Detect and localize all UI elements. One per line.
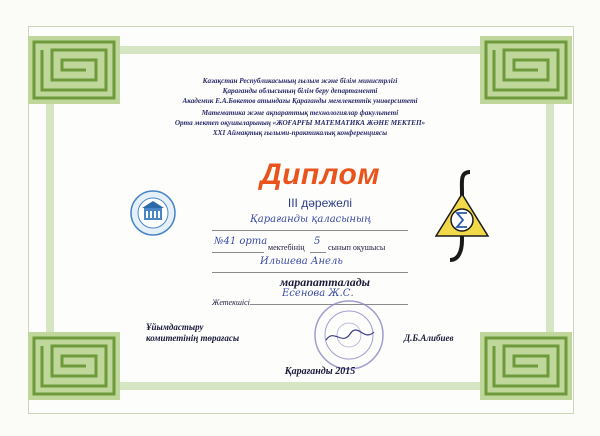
math-emblem-icon	[430, 168, 494, 264]
awarded-label: марапатталады	[280, 275, 370, 289]
supervisor-handwritten: Есенова Ж.С.	[282, 288, 354, 299]
top-border-band	[120, 46, 480, 54]
header-line-2: Қарағанды облысының білім беру департаменті	[222, 87, 378, 95]
university-logo	[130, 190, 176, 236]
header-line-6: XXI Аймақтық ғылыми-практикалық конференциясы	[212, 129, 388, 137]
org-committee-line-1: Ұйымдастыру	[146, 322, 204, 332]
grade-handwritten: 5	[314, 236, 321, 247]
place-year: Қарағанды 2015	[284, 366, 356, 377]
header-line-4: Математика және ақпараттық технологиялар факультеті	[201, 109, 399, 117]
school-number-handwritten: №41 орта	[214, 236, 268, 247]
header-line-1: Казақстан Республикасының ғылым және білім министрлігі	[202, 77, 398, 85]
school-label: мектебінің	[268, 243, 305, 252]
header-line-5: Орта мектеп оқушыларының «ЖОҒАРҒЫ МАТЕМАТИКА ЖӘНЕ МЕКТЕП»	[174, 119, 426, 127]
corner-ornament-bottom-right	[480, 332, 572, 400]
chair-name: Д.Б.Алибиев	[404, 333, 454, 343]
diploma-degree: III дәрежелі	[287, 196, 353, 210]
city-handwritten: Қарағанды қаласының	[250, 214, 372, 225]
supervisor-label: Жетекшісі	[212, 298, 250, 307]
diploma-title: Диплом	[259, 158, 381, 191]
student-handwritten: Ильшева Анель	[260, 256, 343, 267]
grade-label: сынып оқушысы	[328, 243, 386, 252]
official-stamp	[312, 298, 386, 372]
bottom-border-band	[120, 382, 480, 390]
header-line-3: Академик Е.А.Бөкетов атындағы Қарағанды мемлекеттік университеті	[182, 97, 418, 105]
org-committee-line-2: комитетінің төрағасы	[146, 333, 240, 343]
corner-ornament-bottom-left	[28, 332, 120, 400]
